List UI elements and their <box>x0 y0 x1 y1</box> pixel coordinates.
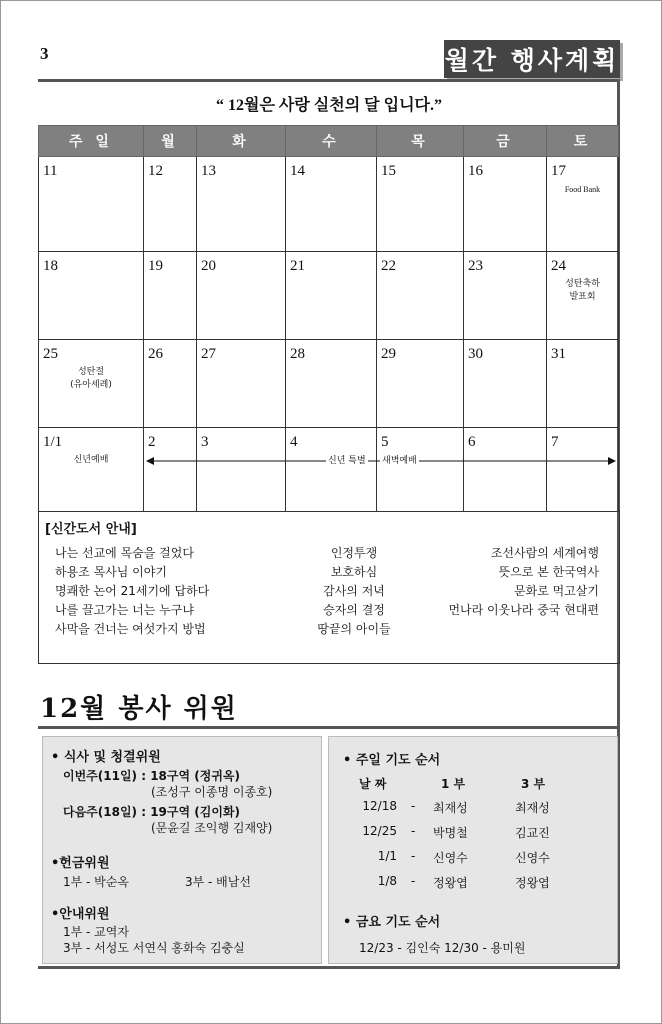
day-event-note: (유아세례) <box>70 380 112 390</box>
bottom-rule <box>38 966 620 969</box>
calendar-day-cell <box>39 428 144 512</box>
prayer-third-service: 최재성 <box>515 801 550 815</box>
book-title: 하용조 목사님 이야기 <box>55 565 167 579</box>
friday-prayer-heading: • 금요 기도 순서 <box>343 915 441 930</box>
calendar-day-cell <box>547 428 619 512</box>
prayer-first-service: 최재성 <box>433 801 468 815</box>
new-books-section <box>38 510 620 664</box>
day-number: 17 <box>551 163 566 179</box>
calendar-day-cell <box>197 340 286 428</box>
prayer-dash: - <box>411 849 416 863</box>
calendar-day-cell <box>464 428 547 512</box>
day-number: 22 <box>381 258 396 274</box>
arrow-label-dawn: 새벽예배 <box>380 453 419 466</box>
new-books-heading: [신간도서 안내] <box>45 522 137 537</box>
weekday-fri: 금 <box>464 126 547 157</box>
calendar-day-cell <box>286 428 377 512</box>
service-right-panel <box>328 736 618 964</box>
calendar-day-cell <box>547 340 619 428</box>
next-week-members: (문윤길 조익행 김재양) <box>151 821 273 835</box>
calendar-day-cell <box>144 252 197 340</box>
prayer-date: 12/18 <box>362 799 397 813</box>
book-title: 뜻으로 본 한국역사 <box>498 565 599 579</box>
day-number: 16 <box>468 163 483 179</box>
prayer-third-service: 김교진 <box>515 826 550 840</box>
page-title-banner: 월간 행사계획 <box>444 40 620 78</box>
book-title: 명쾌한 논어 21세기에 답하다 <box>55 584 210 598</box>
weekday-sat: 토 <box>547 126 619 157</box>
calendar-day-cell <box>39 340 144 428</box>
calendar-day-cell <box>39 157 144 252</box>
day-number: 13 <box>201 163 216 179</box>
day-event-note: 신년예배 <box>73 455 109 465</box>
calendar-week-row <box>39 252 619 340</box>
book-title: 보호하심 <box>330 565 378 579</box>
calendar-day-cell <box>144 340 197 428</box>
book-title: 조선사람의 세계여행 <box>490 546 599 560</box>
prayer-dash: - <box>411 799 416 813</box>
usher-third-service: 3부 - 서성도 서연식 홍화숙 김충실 <box>63 941 245 955</box>
day-number: 24 <box>551 258 566 274</box>
day-event-note: Food Bank <box>564 185 601 194</box>
offering-third-service: 3부 - 배남선 <box>185 875 251 889</box>
calendar-day-cell <box>377 157 464 252</box>
calendar-day-cell <box>197 252 286 340</box>
calendar-day-cell <box>464 157 547 252</box>
arrow-label-special: 신년 특별 <box>326 453 368 466</box>
book-column-3 <box>448 544 599 620</box>
day-number: 5 <box>381 434 389 450</box>
prayer-date: 12/25 <box>362 824 397 838</box>
col-first-service-header: 1 부 <box>441 777 466 791</box>
calendar-day-cell <box>286 157 377 252</box>
sunday-prayer-heading: • 주일 기도 순서 <box>343 753 441 768</box>
day-number: 3 <box>201 434 209 450</box>
prayer-first-service: 박명철 <box>433 826 468 840</box>
calendar-day-cell <box>377 340 464 428</box>
calendar-day-cell <box>197 428 286 512</box>
book-title: 나는 선교에 목숨을 걸었다 <box>55 546 194 560</box>
day-event-note: 발표회 <box>569 292 596 302</box>
day-number: 29 <box>381 346 396 362</box>
this-week-members: (조성구 이종명 이종호) <box>151 785 273 799</box>
day-number: 30 <box>468 346 483 362</box>
day-number: 6 <box>468 434 476 450</box>
book-title: 승자의 결정 <box>323 603 385 617</box>
calendar-day-cell <box>39 252 144 340</box>
usher-first-service: 1부 - 교역자 <box>63 925 129 939</box>
calendar-day-cell <box>377 252 464 340</box>
calendar-day-cell <box>547 157 619 252</box>
day-number: 31 <box>551 346 566 362</box>
prayer-date: 1/8 <box>377 874 397 888</box>
day-number: 11 <box>43 163 58 179</box>
calendar-day-cell <box>286 252 377 340</box>
calendar-day-cell <box>144 157 197 252</box>
top-rule <box>38 79 620 82</box>
this-week-meal: 이번주(11일) : 18구역 (정귀옥) <box>63 769 240 783</box>
day-number: 27 <box>201 346 216 362</box>
calendar-day-cell <box>377 428 464 512</box>
day-event-note: 성탄절 <box>77 367 105 377</box>
friday-prayer-schedule: 12/23 - 김인숙 12/30 - 용미원 <box>359 941 526 955</box>
prayer-first-service: 정왕엽 <box>433 876 468 890</box>
day-number: 14 <box>290 163 305 179</box>
day-number: 7 <box>551 434 559 450</box>
meal-committee-heading: • 식사 및 청결위원 <box>51 750 161 765</box>
book-column-1 <box>55 544 209 639</box>
day-number: 23 <box>468 258 483 274</box>
book-column-2 <box>269 544 439 639</box>
prayer-dash: - <box>411 824 416 838</box>
calendar-day-cell <box>197 157 286 252</box>
prayer-third-service: 정왕엽 <box>515 876 550 890</box>
day-number: 2 <box>148 434 156 450</box>
prayer-date: 1/1 <box>377 849 397 863</box>
service-rule <box>38 726 620 729</box>
day-number: 19 <box>148 258 163 274</box>
book-title: 나를 끌고가는 너는 누구냐 <box>55 603 194 617</box>
weekday-mon: 월 <box>144 126 197 157</box>
usher-committee-heading: •안내위원 <box>51 907 110 922</box>
prayer-third-service: 신영수 <box>515 851 550 865</box>
calendar-day-cell <box>464 252 547 340</box>
day-number: 20 <box>201 258 216 274</box>
weekday-thu: 목 <box>377 126 464 157</box>
day-event-note: 성탄축하 <box>565 279 600 289</box>
calendar-week-row <box>39 340 619 428</box>
col-third-service-header: 3 부 <box>521 777 546 791</box>
day-number: 26 <box>148 346 163 362</box>
day-number: 28 <box>290 346 305 362</box>
offering-first-service: 1부 - 박순옥 <box>63 875 129 889</box>
col-date-header: 날 짜 <box>359 777 387 791</box>
calendar-day-cell <box>547 252 619 340</box>
calendar-day-cell <box>144 428 197 512</box>
book-title: 먼나라 이웃나라 중국 현대편 <box>448 603 599 617</box>
book-title: 문화로 먹고살기 <box>514 584 599 598</box>
book-title: 사막을 건너는 여섯가지 방법 <box>55 622 206 636</box>
weekday-tue: 화 <box>197 126 286 157</box>
day-number: 12 <box>148 163 163 179</box>
calendar-week-row <box>39 157 619 252</box>
day-number: 4 <box>290 434 298 450</box>
weekday-wed: 수 <box>286 126 377 157</box>
weekday-header-row <box>39 126 619 157</box>
page-number: 3 <box>40 44 49 63</box>
day-number: 25 <box>43 346 58 362</box>
book-title: 땅끝의 아이들 <box>317 622 391 636</box>
prayer-first-service: 신영수 <box>433 851 468 865</box>
book-title: 인정투쟁 <box>330 546 378 560</box>
weekday-sun: 주 일 <box>39 126 144 157</box>
prayer-dash: - <box>411 874 416 888</box>
day-number: 1/1 <box>43 434 63 450</box>
calendar-day-cell <box>464 340 547 428</box>
month-motto: “ 12월은 사랑 실천의 달 입니다.” <box>215 97 443 114</box>
calendar-day-cell <box>286 340 377 428</box>
offering-committee-heading: •헌금위원 <box>51 856 110 871</box>
day-number: 18 <box>43 258 58 274</box>
service-left-panel <box>42 736 322 964</box>
day-number: 21 <box>290 258 305 274</box>
day-number: 15 <box>381 163 396 179</box>
book-title: 감사의 저녁 <box>323 584 385 598</box>
next-week-meal: 다음주(18일) : 19구역 (김이화) <box>63 805 240 819</box>
service-committee-title: 12월 봉사 위원 <box>40 694 238 724</box>
calendar-week-row <box>39 428 619 512</box>
